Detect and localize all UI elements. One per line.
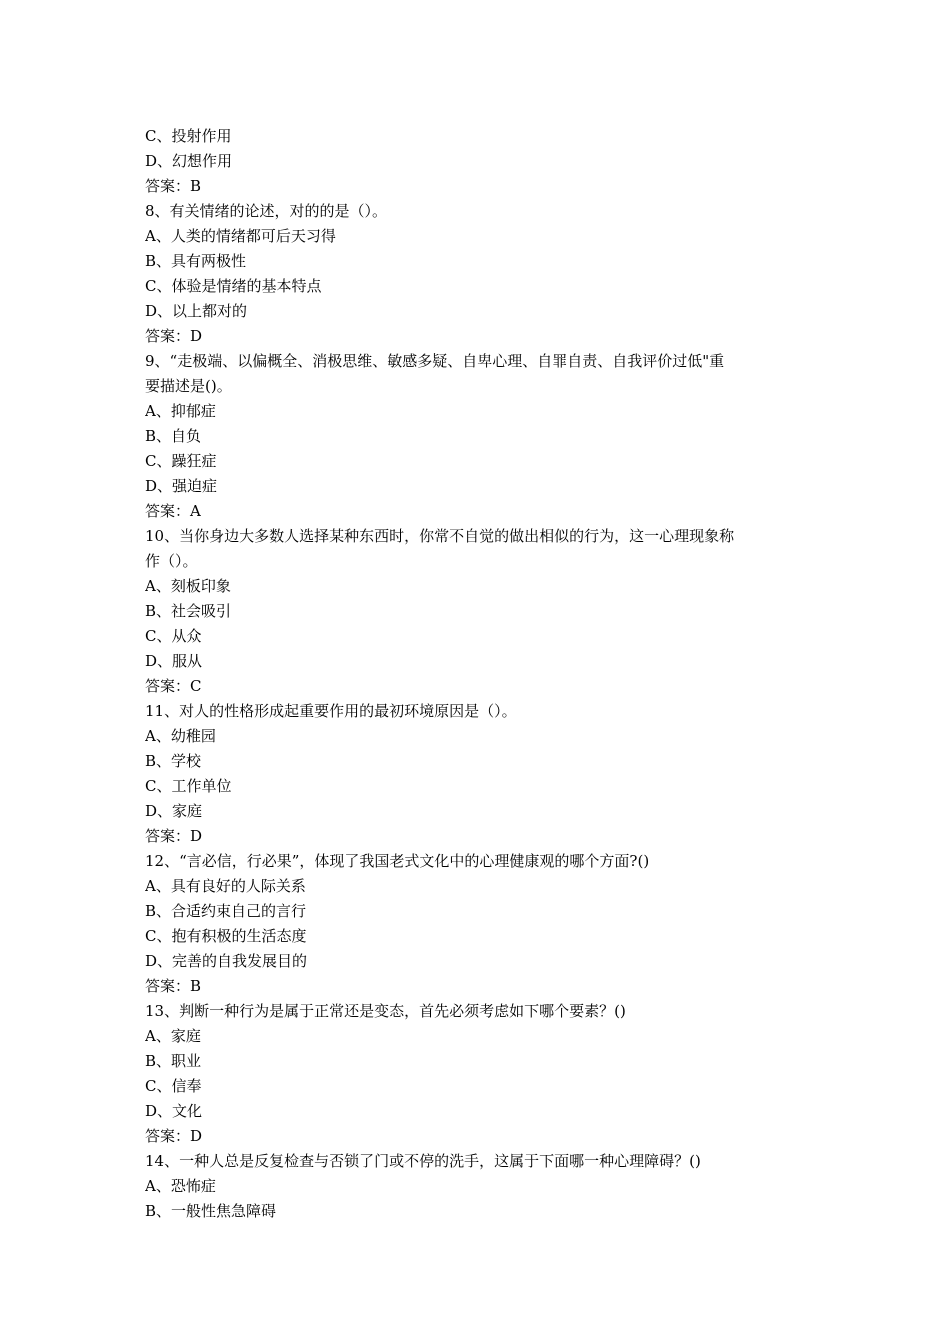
answer-line: 答案：D xyxy=(145,827,203,845)
option-line: B、学校 xyxy=(145,752,202,770)
option-line: B、一般性焦急障碍 xyxy=(145,1202,277,1220)
document-body xyxy=(145,124,810,1224)
option-line: B、具有两极性 xyxy=(145,252,247,270)
option-line: A、家庭 xyxy=(145,1027,201,1045)
option-line: B、社会吸引 xyxy=(145,602,232,620)
option-line: B、自负 xyxy=(145,427,202,445)
option-line: B、合适约束自己的言行 xyxy=(145,902,307,920)
answer-line: 答案：B xyxy=(145,177,202,195)
question-12: 12、“言必信，行必果”，体现了我国老式文化中的心理健康观的哪个方面?() xyxy=(145,852,650,870)
option-line: C、工作单位 xyxy=(145,777,232,795)
answer-line: 答案：A xyxy=(145,502,201,520)
option-line: B、职业 xyxy=(145,1052,202,1070)
option-line: D、完善的自我发展目的 xyxy=(145,952,308,970)
option-line: D、幻想作用 xyxy=(145,152,233,170)
question-11: 11、对人的性格形成起重要作用的最初环境原因是（）。 xyxy=(145,702,517,720)
option-line: D、服从 xyxy=(145,652,203,670)
answer-line: 答案：D xyxy=(145,327,203,345)
question-9-continued: 要描述是()。 xyxy=(145,377,232,395)
option-line: A、幼稚园 xyxy=(145,727,216,745)
option-line: A、具有良好的人际关系 xyxy=(145,877,306,895)
option-line: C、体验是情绪的基本特点 xyxy=(145,277,322,295)
option-line: A、人类的情绪都可后天习得 xyxy=(145,227,336,245)
question-13: 13、判断一种行为是属于正常还是变态，首先必须考虑如下哪个要素？() xyxy=(145,1002,626,1020)
question-14: 14、一种人总是反复检查与否锁了门或不停的洗手，这属于下面哪一种心理障碍？() xyxy=(145,1152,701,1170)
option-line: C、从众 xyxy=(145,627,202,645)
question-10: 10、当你身边大多数人选择某种东西时，你常不自觉的做出相似的行为，这一心理现象称 xyxy=(145,527,735,545)
option-line: C、抱有积极的生活态度 xyxy=(145,927,307,945)
question-8: 8、有关情绪的论述，对的的是（）。 xyxy=(145,202,388,220)
option-line: A、刻板印象 xyxy=(145,577,231,595)
question-10-continued: 作（）。 xyxy=(145,552,198,570)
option-line: C、躁狂症 xyxy=(145,452,217,470)
option-line: D、强迫症 xyxy=(145,477,218,495)
question-9: 9、“走极端、以偏概全、消极思维、敏感多疑、自卑心理、自罪自责、自我评价过低"重 xyxy=(145,352,725,370)
answer-line: 答案：B xyxy=(145,977,202,995)
option-line: C、投射作用 xyxy=(145,127,232,145)
option-line: D、文化 xyxy=(145,1102,203,1120)
option-line: D、以上都对的 xyxy=(145,302,248,320)
option-line: A、抑郁症 xyxy=(145,402,216,420)
answer-line: 答案：C xyxy=(145,677,202,695)
option-line: A、恐怖症 xyxy=(145,1177,216,1195)
option-line: C、信奉 xyxy=(145,1077,202,1095)
option-line: D、家庭 xyxy=(145,802,203,820)
answer-line: 答案：D xyxy=(145,1127,203,1145)
